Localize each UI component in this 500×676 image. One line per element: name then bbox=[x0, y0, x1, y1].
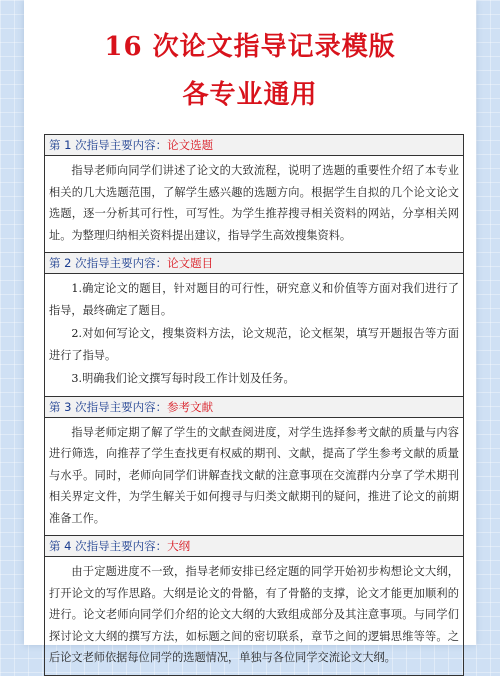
section-body-1 bbox=[45, 156, 463, 253]
section-header-2 bbox=[45, 253, 463, 274]
section-body-2 bbox=[45, 274, 463, 397]
section-topic: 论文题目 bbox=[167, 256, 214, 270]
section-label: 第 1 次指导主要内容： bbox=[49, 138, 168, 152]
section-item: 3.明确我们论文撰写每时段工作计划及任务。 bbox=[71, 372, 295, 385]
section-item: 2.对如何写论文，搜集资料方法，论文规范，论文框架，填写开题报告等方面进行了指导。 bbox=[49, 327, 459, 362]
section-body-4 bbox=[45, 557, 463, 676]
document-subtitle: 各专业通用 bbox=[182, 80, 318, 110]
section-topic: 论文选题 bbox=[167, 138, 214, 152]
section-paragraph: 指导老师定期了解了学生的文献查阅进度，对学生选择参考文献的质量与内容进行筛选，向推荐了学生查找更有权威的期刊、文献，提高了学生参考文献的质量与水乎。同时，老师向同学们讲解查找文献的注意事项在交流群内分享了学术期刊相关界定文件，为学生解关于如何搜寻与归类文献期刊的疑问，推进了论文的前期准备工作。 bbox=[49, 425, 459, 525]
section-label: 第 3 次指导主要内容： bbox=[49, 399, 168, 414]
section-header-4 bbox=[45, 536, 463, 557]
section-header-3 bbox=[45, 397, 463, 418]
document-page bbox=[24, 0, 476, 664]
section-label: 第 2 次指导主要内容： bbox=[49, 256, 168, 270]
section-label: 第 4 次指导主要内容： bbox=[49, 539, 168, 553]
section-topic: 大纲 bbox=[167, 539, 191, 553]
section-body-3 bbox=[45, 418, 463, 537]
section-header-1 bbox=[45, 135, 463, 156]
document-title: 16 次论文指导记录模版 bbox=[104, 32, 396, 62]
section-item: 1.确定论文的题目，针对题目的可行性，研究意义和价值等方面对我们进行了指导，最终确定了题目。 bbox=[49, 282, 459, 317]
section-paragraph: 由于定题进度不一致，指导老师安排已经定题的同学开始初步构想论文大纲，打开论文的写作思路。大纲是论文的骨骼，有了骨骼的支撑，论文才能更加顺利的进行。论文老师向同学们介绍的论文大纲的大致组成部分及其注意事项。与同学们探讨论文大纲的撰写方法，如标题之间的密切联系，章节之间的逻辑思维等等。之后论文老师依据每位同学的选题情况，单独与各位同学交流论文大纲。 bbox=[49, 565, 459, 664]
section-paragraph: 指导老师向同学们讲述了论文的大致流程，说明了选题的重要性介绍了本专业相关的几大选题范围，了解学生感兴趣的选题方向。根据学生自拟的几个论文论文选题，逐一分析其可行性，可写性。为学生推荐搜寻相关资料的网站，分享相关网址。为整理归纳相关资料提出建议，指导学生高效搜集资料。 bbox=[49, 164, 459, 242]
section-topic: 参考文献 bbox=[167, 399, 214, 414]
guidance-record-table bbox=[44, 134, 464, 676]
